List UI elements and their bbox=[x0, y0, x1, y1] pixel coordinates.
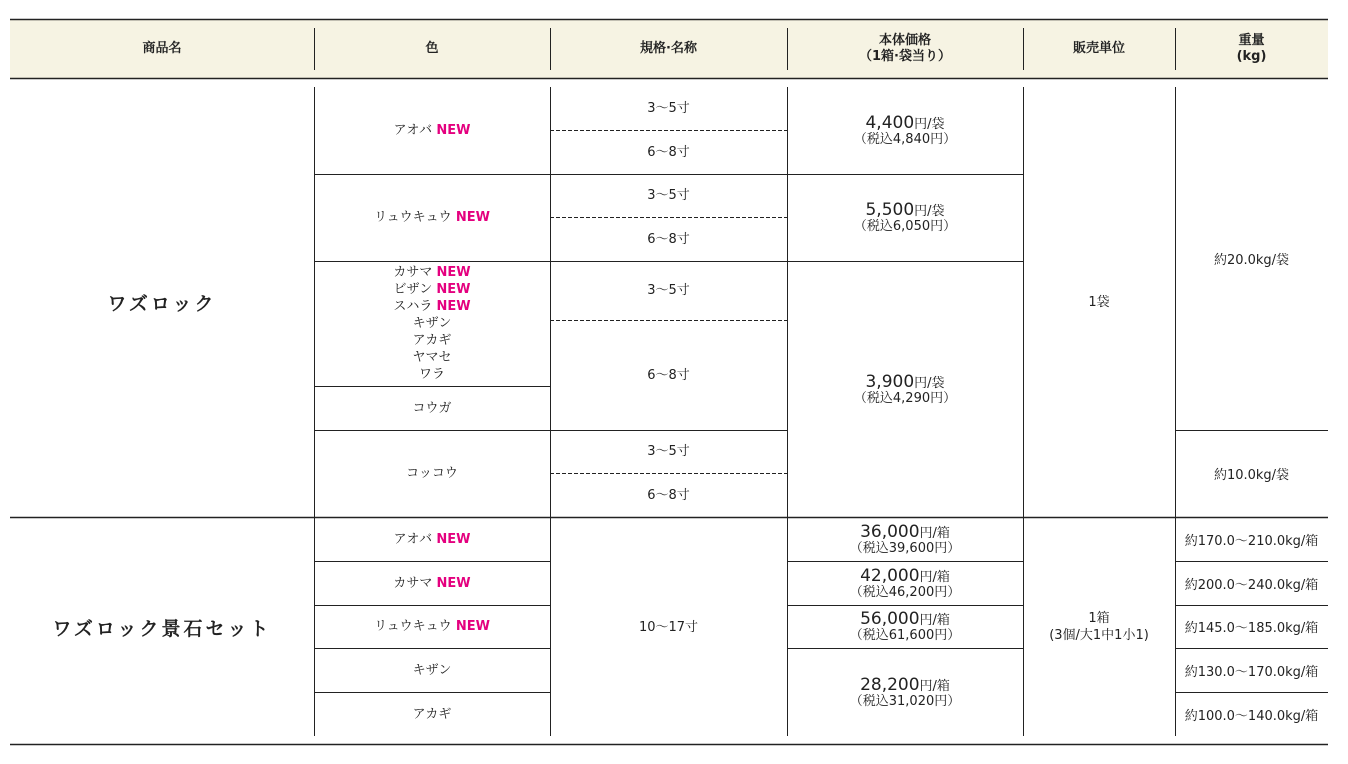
sales-unit-cell: 1袋 bbox=[1088, 294, 1110, 310]
header-product: 商品名 bbox=[142, 41, 182, 56]
header-sales-unit: 販売単位 bbox=[1072, 41, 1125, 56]
new-badge: NEW bbox=[455, 619, 490, 634]
color-cell: リュウキュウ NEW bbox=[374, 619, 490, 634]
color-cell: アカギ bbox=[412, 706, 452, 722]
spec-cell: 3～5寸 bbox=[647, 188, 690, 203]
color-cell-kokkou: コッコウ bbox=[406, 466, 458, 481]
spec-cell: 6～8寸 bbox=[647, 367, 690, 383]
new-badge: NEW bbox=[436, 123, 471, 138]
price-cell: 28,200円/箱 （税込31,020円） bbox=[849, 674, 961, 709]
color-cell: キザン bbox=[412, 662, 452, 678]
weight-cell: 約10.0kg/袋 bbox=[1213, 468, 1290, 483]
header-weight: 重量 (kg) bbox=[1236, 33, 1267, 64]
color-cell: カサマ NEW bbox=[393, 575, 471, 591]
spec-cell: 6～8寸 bbox=[647, 144, 690, 160]
spec-cell: 3～5寸 bbox=[647, 444, 690, 459]
color-cell: アオバ NEW bbox=[393, 532, 471, 547]
weight-cell: 約20.0kg/袋 bbox=[1213, 253, 1290, 268]
product-name-keiseki-set: ワズロック景石セット bbox=[52, 617, 272, 640]
color-cell-ryukyu: リュウキュウ NEW bbox=[374, 210, 490, 225]
header-price: 本体価格 （1箱·袋当り） bbox=[859, 33, 951, 64]
spec-cell: 6～8寸 bbox=[647, 487, 690, 503]
price-cell: 36,000円/箱 （税込39,600円） bbox=[849, 522, 961, 556]
price-cell: 42,000円/箱 （税込46,200円） bbox=[849, 565, 961, 600]
spec-cell: 10～17寸 bbox=[638, 619, 699, 635]
new-badge: NEW bbox=[436, 282, 471, 297]
sales-unit-cell: 1箱 (3個/大1中1小1) bbox=[1049, 611, 1149, 643]
header-color: 色 bbox=[425, 41, 439, 56]
header-spec: 規格·名称 bbox=[640, 41, 697, 56]
new-badge: NEW bbox=[455, 210, 490, 225]
price-cell: 4,400円/袋 （税込4,840円） bbox=[853, 113, 957, 147]
new-badge: NEW bbox=[436, 575, 471, 591]
weight-cell: 約200.0～240.0kg/箱 bbox=[1184, 577, 1319, 593]
new-badge: NEW bbox=[436, 532, 471, 547]
color-cell-multi: カサマ NEW ビザン NEW スハラ NEW キザン アカギ ヤマセ ワラ bbox=[393, 265, 471, 382]
new-badge: NEW bbox=[436, 265, 471, 280]
price-cell: 3,900円/袋 （税込4,290円） bbox=[853, 371, 957, 406]
weight-cell: 約145.0～185.0kg/箱 bbox=[1184, 621, 1319, 636]
weight-cell: 約170.0～210.0kg/箱 bbox=[1184, 534, 1319, 549]
price-cell: 5,500円/袋 （税込6,050円） bbox=[853, 200, 957, 234]
color-cell-kouga: コウガ bbox=[412, 400, 452, 416]
spec-cell: 3～5寸 bbox=[647, 101, 690, 116]
color-cell-aoba: アオバ NEW bbox=[393, 123, 471, 138]
new-badge: NEW bbox=[436, 299, 471, 314]
weight-cell: 約100.0～140.0kg/箱 bbox=[1184, 708, 1319, 724]
spec-cell: 6～8寸 bbox=[647, 231, 690, 247]
weight-cell: 約130.0～170.0kg/箱 bbox=[1184, 664, 1319, 680]
product-name-wazurock: ワズロック bbox=[107, 292, 217, 315]
price-cell: 56,000円/箱 （税込61,600円） bbox=[849, 609, 961, 643]
spec-cell: 3～5寸 bbox=[647, 283, 690, 298]
